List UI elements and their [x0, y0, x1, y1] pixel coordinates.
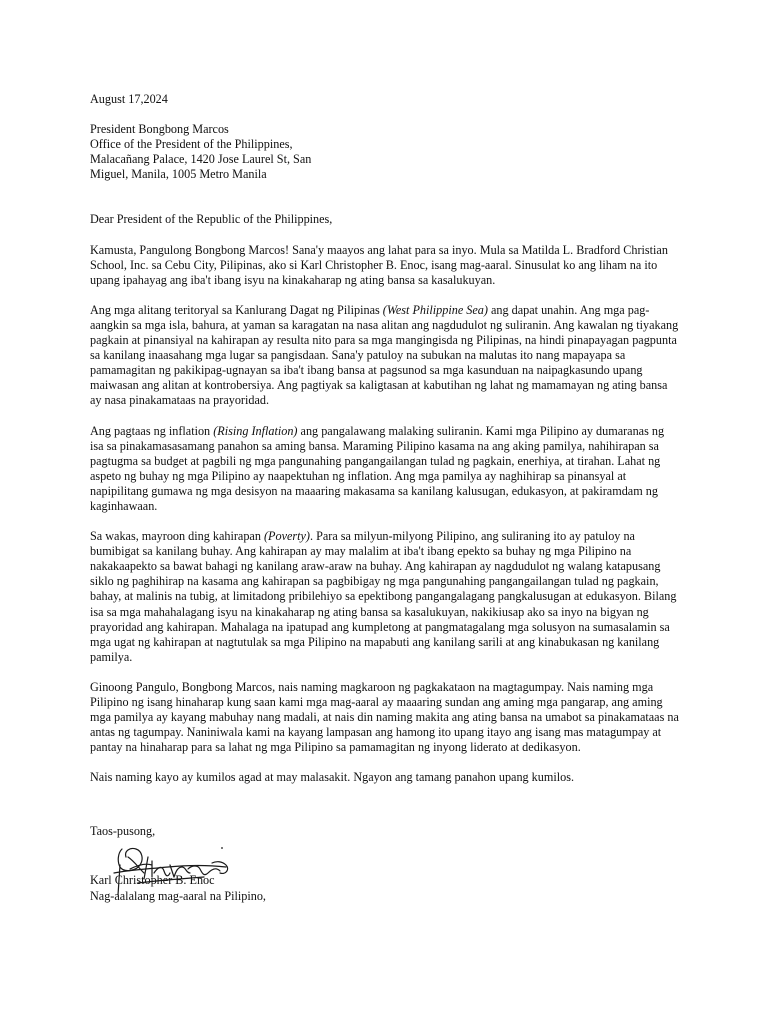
paragraph-text: Ang mga alitang teritoryal sa Kanlurang Dagat ng Pilipinas	[90, 302, 383, 317]
paragraph-emphasis: (West Philippine Sea)	[382, 302, 488, 317]
recipient-address	[90, 122, 680, 182]
recipient-line: Office of the President of the Philippines,	[90, 137, 293, 152]
recipient-line: President Bongbong Marcos	[90, 122, 229, 137]
paragraph-text: ang pangalawang malaking suliranin. Kami mga Pilipino ay dumaranas ng isa sa pinakamasasamang panahon sa aming bansa. Maraming Pilipino kasama na ang aking pamilya, nahihirapan sa pagtugma sa budget at pagbili ng mga pangunahing pangangailangan tulad ng pagkain, enerhiya, at tirahan. Lahat ng aspeto ng buhay ng mga Pilipino ay naapektuhan ng inflation. Ang mga pamilya ay naghihirap sa pinansyal at napipilitang gumawa ng mga desisyon na maaaring makasama sa kanilang kalusugan, edukasyon, at pakiramdam ng kaginhawaan.	[90, 423, 665, 513]
paragraph-emphasis: (Poverty)	[263, 529, 310, 544]
signatory-title: Nag-aalalang mag-aaral na Pilipino,	[90, 888, 266, 903]
salutation: Dear President of the Republic of the Philippines,	[90, 212, 333, 227]
paragraph-text: Ang pagtaas ng inflation	[90, 423, 214, 438]
paragraph-inflation	[90, 424, 680, 515]
paragraph-text: . Para sa milyun-milyong Pilipino, ang suliraning ito ay patuloy na bumibigat sa kanilang buhay. Ang kahirapan ay may malalim at iba't ibang epekto sa buhay ng mga Pilipino na nakakaapekto sa bawat bahagi ng kanilang araw-araw na buhay. Ang kahirapan ay nagdudulot ng walang katapusang siklo ng paghihirap na kasama ang kahirapan sa pagbibigay ng mga pangunahing pangangailangan tulad ng pagkain, bahay, at malinis na tubig, at limitadong pribilehiyo sa epektibong pangangalagang pangkalusugan at edukasyon. Bilang isa sa mga mahahalagang isyu na kinakaharap ng ating bansa sa kasalukuyan, nakikiusap ako sa inyo na bigyan ng prayoridad ang kahirapan. Mahalaga na ipatupad ang kumpletong at pangmatagalang mga solusyon na sumasalamin sa mga ugat ng kahirapan at nagtutulak sa mga Pilipino na mapabuti ang kanilang sarili at ang kinabukasan ng kanilang pamilya.	[90, 529, 677, 664]
paragraph-poverty	[90, 529, 680, 665]
letter-page	[90, 92, 680, 904]
paragraph-text: Sa wakas, mayroon ding kahirapan	[90, 529, 264, 544]
paragraph-hope: Ginoong Pangulo, Bongbong Marcos, nais naming magkaroon ng pagkakataon na magtagumpay. Nais naming mga Pilipino ng isang hinaharap kung saan kami mga mag-aaral ay maaaring sundan ang aming mga pangarap, ang aming mga pamilya ay kayang mabuhay nang madali, at nais din naming makita ang ating bansa na umabot sa pinakamataas na antas ng tagumpay. Naniniwala kami na kayang lampasan ang hamong ito upang itayo ang isang mas matagumpay at pantay na hinaharap para sa lahat ng mga Pilipino sa pamamagitan ng inyong liderato at dedikasyon.	[90, 679, 679, 755]
letter-date: August 17,2024	[90, 92, 168, 106]
handwritten-signature	[108, 843, 243, 899]
paragraph-west-philippine-sea	[90, 303, 680, 409]
signatory-name: Karl Christopher B. Enoc	[90, 872, 215, 887]
paragraph-text: ang dapat unahin. Ang mga pag-aangkin sa mga isla, bahura, at yaman sa karagatan na nasa alitan ang nagdudulot ng suliranin. Ang kawalan ng tiyakang pagkain at pinansiyal na kahirapan ay resulta nito para sa mga mangingisda ng Pilipinas, na hindi pinapayagan pagpunta sa kanilang inaasahang mga lugar sa pangisdaan. Sana'y patuloy na subukan na malutas ito nang mapayapa sa pamamagitan ng pakikipag-ugnayan sa iba't ibang bansa at pagsunod sa mga kasunduan na naipagkasundo upang maiwasan ang alitan at kontrobersiya. Ang pagtiyak sa kaligtasan at kabutihan ng lahat ng mamamayan ng ating bansa ay nasa pinakamataas na prayoridad.	[90, 302, 679, 408]
closing: Taos-pusong,	[90, 824, 156, 839]
paragraph-intro: Kamusta, Pangulong Bongbong Marcos! Sana'y maayos ang lahat para sa inyo. Mula sa Matilda L. Bradford Christian School, Inc. sa Cebu City, Pilipinas, ako si Karl Christopher B. Enoc, isang mag-aaral. Sinusulat ko ang liham na ito upang ipahayag ang iba't ibang isyu na kinakaharap ng ating bansa sa kasalukuyan.	[90, 242, 668, 287]
recipient-line: Malacañang Palace, 1420 Jose Laurel St, San	[90, 152, 312, 167]
paragraph-call-to-action: Nais naming kayo ay kumilos agad at may malasakit. Ngayon ang tamang panahon upang kumilos.	[90, 770, 575, 785]
signature-block	[90, 855, 680, 889]
recipient-line: Miguel, Manila, 1005 Metro Manila	[90, 167, 267, 182]
paragraph-emphasis: (Rising Inflation)	[213, 423, 298, 438]
